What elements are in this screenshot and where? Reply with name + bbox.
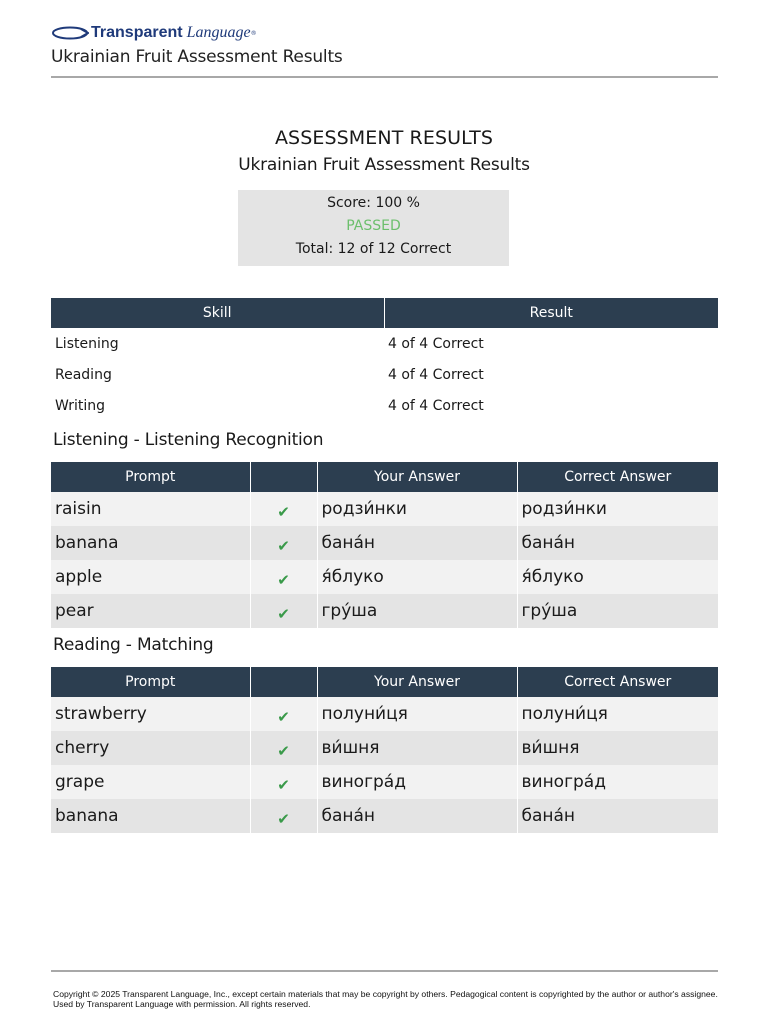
- logo-swoosh-icon: [51, 25, 89, 41]
- correct-answer-cell: родзи́нки: [517, 492, 718, 526]
- your-answer-cell: гру́ша: [317, 594, 517, 628]
- checkmark-icon: ✔: [277, 502, 290, 521]
- status-badge: PASSED: [346, 218, 401, 234]
- copyright-notice: Copyright © 2025 Transparent Language, Inc., except certain materials that may be copyright by others. Pedagogical content is copyrighted by the author or author's assignee. Used by Transparent Language with permission. All rights reserved.: [53, 989, 718, 1009]
- table-row: [51, 359, 718, 390]
- checkmark-icon: ✔: [277, 707, 290, 726]
- score-text: Score: 100 %: [327, 195, 420, 211]
- prompt-cell: cherry: [51, 731, 250, 765]
- header-subtitle: Ukrainian Fruit Assessment Results: [51, 47, 343, 67]
- section-title: Reading - Matching: [53, 635, 214, 655]
- checkmark-icon: ✔: [277, 604, 290, 623]
- prompt-cell: grape: [51, 765, 250, 799]
- page-header: [51, 22, 718, 67]
- your-answer-cell: полуни́ця: [317, 697, 517, 731]
- prompt-cell: apple: [51, 560, 250, 594]
- table-row: [51, 328, 718, 359]
- table-row: [51, 526, 718, 560]
- your-answer-cell: я́блуко: [317, 560, 517, 594]
- correct-answer-cell: полуни́ця: [517, 697, 718, 731]
- your-answer-cell: бана́н: [317, 799, 517, 833]
- transparent-language-logo: [51, 22, 718, 44]
- checkmark-icon: ✔: [277, 741, 290, 760]
- correct-answer-cell: виногра́д: [517, 765, 718, 799]
- logo-text-italic: Language: [186, 24, 251, 41]
- logo-registered-mark: ®: [250, 29, 257, 37]
- table-row: [51, 799, 718, 833]
- skill-result: 4 of 4 Correct: [388, 335, 484, 352]
- logo-text-bold: Transparent: [91, 24, 183, 41]
- mark-column-header: [250, 462, 317, 492]
- reading-results-table: [51, 667, 718, 833]
- checkmark-icon: ✔: [277, 536, 290, 555]
- report-subtitle: Ukrainian Fruit Assessment Results: [238, 155, 530, 175]
- your-answer-cell: родзи́нки: [317, 492, 517, 526]
- score-summary: [238, 190, 509, 266]
- correct-answer-cell: ви́шня: [517, 731, 718, 765]
- total-text: Total: 12 of 12 Correct: [295, 241, 452, 257]
- listening-results-table: [51, 462, 718, 628]
- table-row: [51, 560, 718, 594]
- result-column-header: Result: [384, 298, 718, 328]
- table-row: [51, 731, 718, 765]
- skill-name: Listening: [55, 335, 119, 352]
- table-row: [51, 390, 718, 421]
- skill-result: 4 of 4 Correct: [388, 397, 484, 414]
- section-title: Listening - Listening Recognition: [53, 430, 324, 450]
- table-row: [51, 492, 718, 526]
- your-answer-column-header: Your Answer: [317, 462, 517, 492]
- prompt-cell: pear: [51, 594, 250, 628]
- prompt-column-header: Prompt: [51, 667, 250, 697]
- your-answer-cell: бана́н: [317, 526, 517, 560]
- your-answer-cell: виногра́д: [317, 765, 517, 799]
- correct-answer-column-header: Correct Answer: [517, 667, 718, 697]
- table-row: [51, 765, 718, 799]
- your-answer-cell: ви́шня: [317, 731, 517, 765]
- report-title: ASSESSMENT RESULTS: [274, 127, 494, 149]
- skill-column-header: Skill: [51, 298, 384, 328]
- prompt-cell: banana: [51, 799, 250, 833]
- checkmark-icon: ✔: [277, 775, 290, 794]
- correct-answer-cell: бана́н: [517, 799, 718, 833]
- mark-column-header: [250, 667, 317, 697]
- skills-table: [51, 298, 718, 421]
- prompt-cell: raisin: [51, 492, 250, 526]
- correct-answer-cell: гру́ша: [517, 594, 718, 628]
- prompt-column-header: Prompt: [51, 462, 250, 492]
- prompt-cell: strawberry: [51, 697, 250, 731]
- correct-answer-cell: бана́н: [517, 526, 718, 560]
- correct-answer-cell: я́блуко: [517, 560, 718, 594]
- skill-name: Writing: [55, 397, 105, 414]
- prompt-cell: banana: [51, 526, 250, 560]
- footer-divider: [51, 970, 718, 972]
- skill-name: Reading: [55, 366, 112, 383]
- correct-answer-column-header: Correct Answer: [517, 462, 718, 492]
- checkmark-icon: ✔: [277, 809, 290, 828]
- your-answer-column-header: Your Answer: [317, 667, 517, 697]
- table-row: [51, 594, 718, 628]
- skill-result: 4 of 4 Correct: [388, 366, 484, 383]
- header-divider: [51, 76, 718, 78]
- table-row: [51, 697, 718, 731]
- checkmark-icon: ✔: [277, 570, 290, 589]
